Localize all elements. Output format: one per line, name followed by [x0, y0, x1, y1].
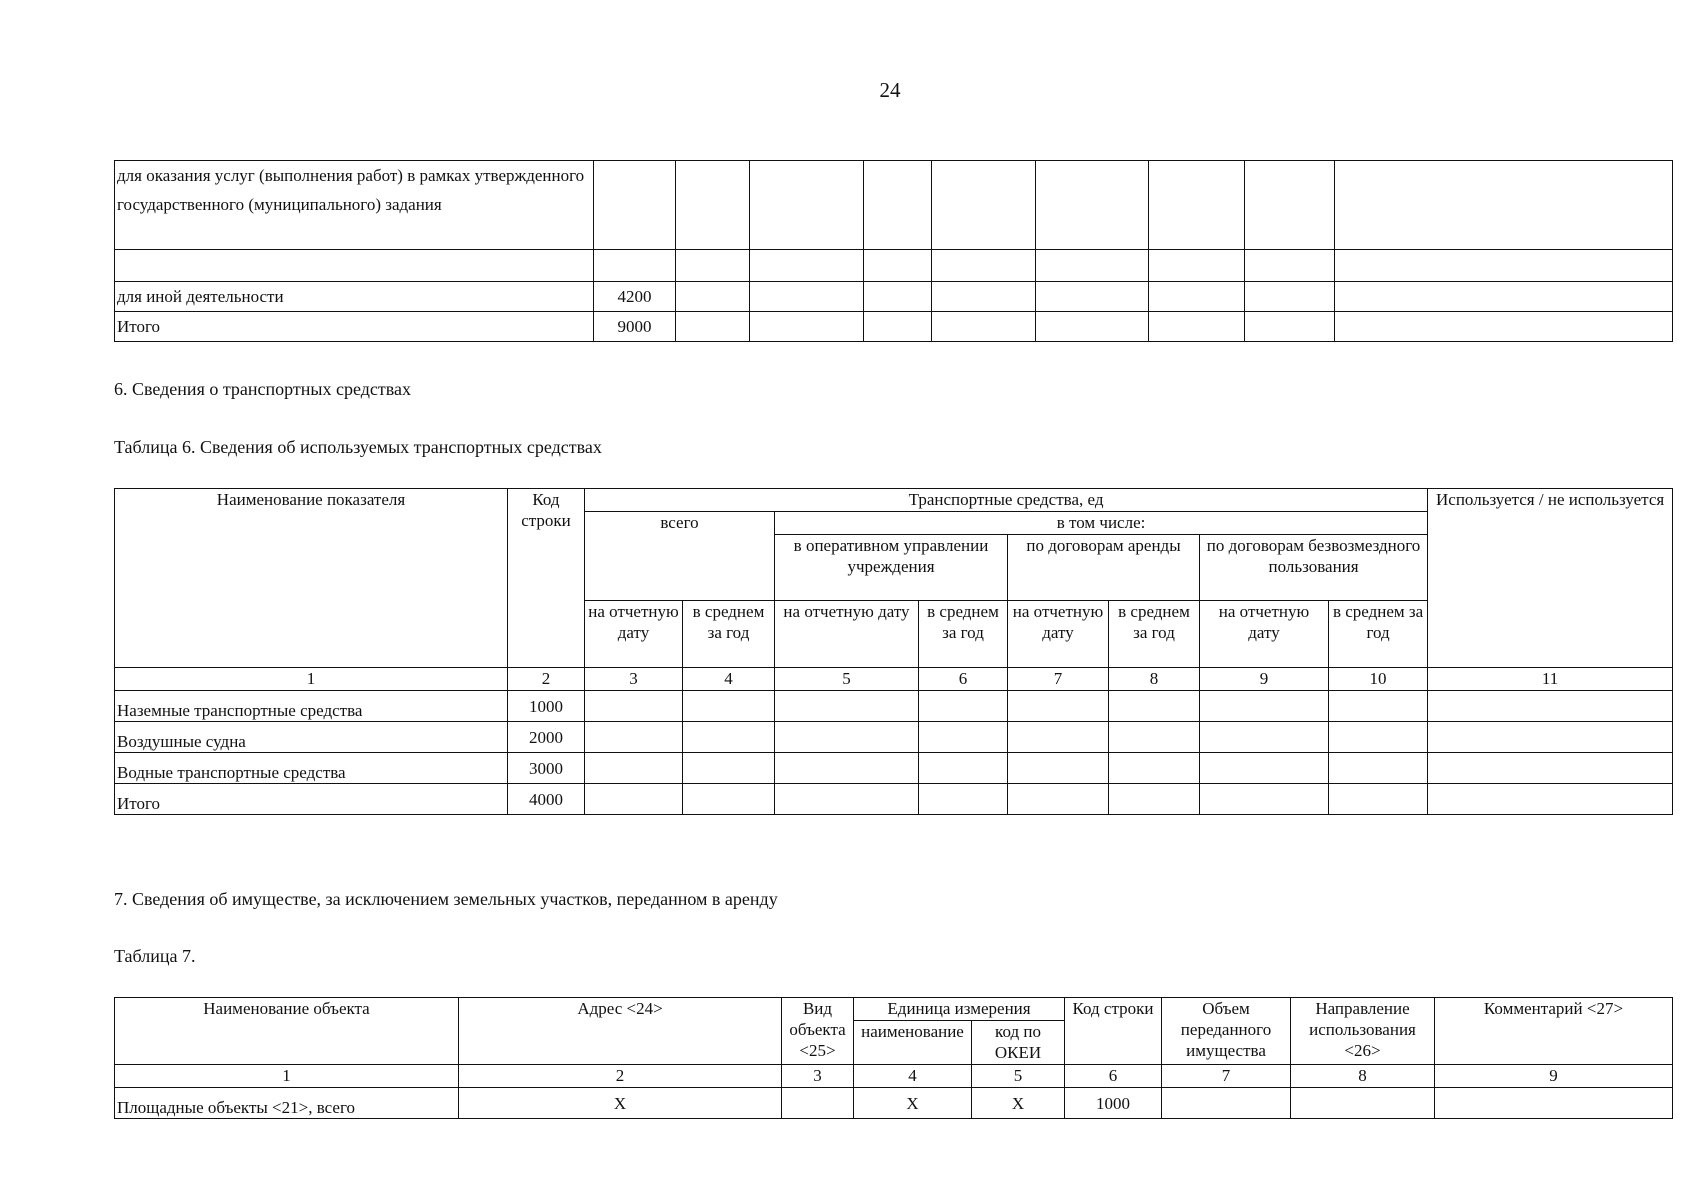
col-number: 11 — [1428, 668, 1673, 691]
row-name: Воздушные судна — [115, 722, 508, 753]
row-code: 4000 — [508, 784, 585, 815]
table-7-caption: Таблица 7. — [114, 946, 196, 966]
row-code — [594, 161, 676, 250]
col-number: 10 — [1329, 668, 1428, 691]
table-row — [115, 161, 1673, 250]
col-number: 1 — [115, 668, 508, 691]
header-object-name: Наименование объекта — [115, 998, 459, 1065]
row-code: 1000 — [508, 691, 585, 722]
row-code: 9000 — [594, 312, 676, 342]
col-number: 6 — [919, 668, 1008, 691]
col-number: 8 — [1109, 668, 1200, 691]
table-row — [115, 722, 1673, 753]
header-on-date: на отчетную дату — [1200, 601, 1329, 668]
header-code: Код строки — [508, 489, 585, 668]
column-number-row — [115, 668, 1673, 691]
col-number: 3 — [585, 668, 683, 691]
col-number: 2 — [459, 1065, 782, 1088]
table-row — [115, 753, 1673, 784]
col-number: 2 — [508, 668, 585, 691]
row-name: Итого — [115, 312, 594, 342]
table-row — [115, 250, 1673, 282]
table-row — [115, 691, 1673, 722]
row-name: Водные транспортные средства — [115, 753, 508, 784]
header-avg-year: в среднем за год — [1329, 601, 1428, 668]
col-number: 1 — [115, 1065, 459, 1088]
table-5-continuation — [114, 160, 1673, 342]
header-avg-year: в среднем за год — [919, 601, 1008, 668]
row-code — [594, 250, 676, 282]
col-number: 4 — [683, 668, 775, 691]
row-code: 1000 — [1065, 1088, 1162, 1119]
header-object-type: Вид объекта <25> — [782, 998, 854, 1065]
row-name: Наземные транспортные средства — [115, 691, 508, 722]
row-address: X — [459, 1088, 782, 1119]
row-name: для оказания услуг (выполнения работ) в рамках утвержденного государственного (муниципального) задания — [115, 161, 594, 250]
header-unit-code: код по ОКЕИ — [972, 1021, 1065, 1065]
header-including: в том числе: — [775, 512, 1428, 535]
table-row — [115, 784, 1673, 815]
column-number-row — [115, 1065, 1673, 1088]
header-used: Используется / не используется — [1428, 489, 1673, 668]
header-comment: Комментарий <27> — [1435, 998, 1673, 1065]
table-row — [115, 282, 1673, 312]
col-number: 5 — [775, 668, 919, 691]
row-unit-name: X — [854, 1088, 972, 1119]
row-code: 4200 — [594, 282, 676, 312]
header-unit-name: наименование — [854, 1021, 972, 1065]
header-direction: Направление использования <26> — [1291, 998, 1435, 1065]
table-6-vehicles — [114, 488, 1673, 815]
section-6-heading: 6. Сведения о транспортных средствах — [114, 379, 412, 399]
header-on-date: на отчетную дату — [1008, 601, 1109, 668]
col-number: 5 — [972, 1065, 1065, 1088]
table-6-caption: Таблица 6. Сведения об используемых транспортных средствах — [114, 437, 602, 457]
header-code: Код строки — [1065, 998, 1162, 1065]
col-number: 6 — [1065, 1065, 1162, 1088]
col-number: 4 — [854, 1065, 972, 1088]
table-row — [115, 1088, 1673, 1119]
row-name: Площадные объекты <21>, всего — [115, 1088, 459, 1119]
col-number: 9 — [1200, 668, 1329, 691]
header-on-date: на отчетную дату — [775, 601, 919, 668]
table-row — [115, 312, 1673, 342]
row-name: для иной деятельности — [115, 282, 594, 312]
section-7-heading: 7. Сведения об имуществе, за исключением земельных участков, переданном в аренду — [114, 889, 778, 909]
header-unit: Единица измерения — [854, 998, 1065, 1021]
row-unit-code: X — [972, 1088, 1065, 1119]
header-address: Адрес <24> — [459, 998, 782, 1065]
col-number: 8 — [1291, 1065, 1435, 1088]
header-free-use: по договорам безвозмездного пользования — [1200, 535, 1428, 601]
header-name: Наименование показателя — [115, 489, 508, 668]
header-vehicles: Транспортные средства, ед — [585, 489, 1428, 512]
col-number: 7 — [1008, 668, 1109, 691]
col-number: 3 — [782, 1065, 854, 1088]
header-avg-year: в среднем за год — [683, 601, 775, 668]
header-avg-year: в среднем за год — [1109, 601, 1200, 668]
col-number: 9 — [1435, 1065, 1673, 1088]
header-lease: по договорам аренды — [1008, 535, 1200, 601]
row-code: 3000 — [508, 753, 585, 784]
table-7-leased-property — [114, 997, 1673, 1119]
row-code: 2000 — [508, 722, 585, 753]
header-total: всего — [585, 512, 775, 601]
header-on-date: на отчетную дату — [585, 601, 683, 668]
header-operational: в оперативном управлении учреждения — [775, 535, 1008, 601]
header-volume: Объем переданного имущества — [1162, 998, 1291, 1065]
col-number: 7 — [1162, 1065, 1291, 1088]
page-number: 24 — [879, 78, 901, 102]
row-object-type — [782, 1088, 854, 1119]
row-name: Итого — [115, 784, 508, 815]
row-name — [115, 250, 594, 282]
